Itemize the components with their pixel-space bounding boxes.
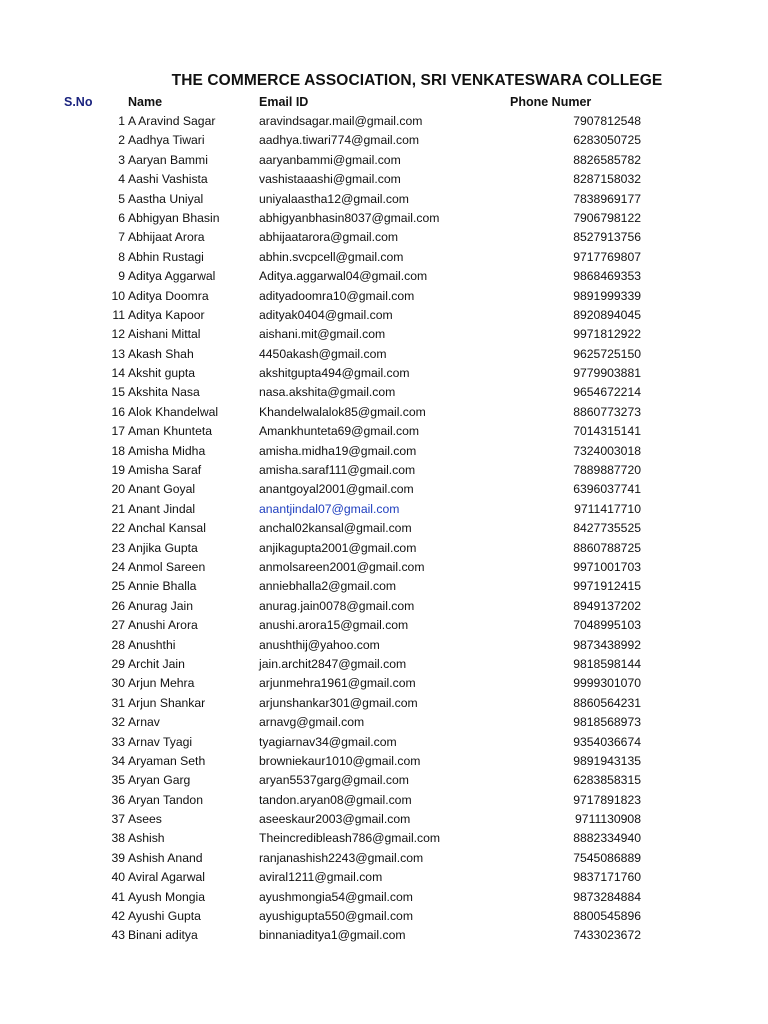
table-row xyxy=(0,849,768,868)
row-number: 34 xyxy=(111,753,125,768)
row-number: 9 xyxy=(118,269,125,284)
member-email: browniekaur1010@gmail.com xyxy=(259,753,421,768)
member-email: tyagiarnav34@gmail.com xyxy=(259,734,397,749)
row-number: 22 xyxy=(111,521,125,536)
member-phone: 8860788725 xyxy=(573,540,641,555)
member-email: amisha.saraf111@gmail.com xyxy=(259,463,416,478)
row-number: 2 xyxy=(118,133,125,148)
row-number: 27 xyxy=(111,618,125,633)
table-row xyxy=(0,907,768,926)
member-email: vashistaaashi@gmail.com xyxy=(259,172,401,187)
member-phone: 8882334940 xyxy=(573,831,641,846)
member-email: Amankhunteta69@gmail.com xyxy=(259,424,420,439)
table-row xyxy=(0,422,768,441)
member-phone: 8287158032 xyxy=(573,172,641,187)
row-number: 19 xyxy=(111,463,125,478)
member-phone: 9818568973 xyxy=(573,715,641,730)
row-number: 11 xyxy=(112,307,125,322)
member-name: Binani aditya xyxy=(128,928,198,943)
member-name: Amisha Midha xyxy=(128,443,206,458)
member-name: Anurag Jain xyxy=(128,598,194,613)
member-name: Ayush Mongia xyxy=(128,889,206,904)
table-row xyxy=(0,228,768,247)
row-number: 33 xyxy=(111,734,125,749)
row-number: 26 xyxy=(111,598,125,613)
member-phone: 9868469353 xyxy=(573,269,641,284)
row-number: 17 xyxy=(111,424,125,439)
table-row xyxy=(0,888,768,907)
member-phone: 8800545896 xyxy=(573,909,641,924)
member-email: Aditya.aggarwal04@gmail.com xyxy=(259,269,428,284)
member-email: ranjanashish2243@gmail.com xyxy=(259,850,424,865)
table-row xyxy=(0,733,768,752)
column-header-phone: Phone Numer xyxy=(510,95,592,109)
table-row xyxy=(0,170,768,189)
row-number: 8 xyxy=(118,249,125,264)
table-row xyxy=(0,752,768,771)
document-title: THE COMMERCE ASSOCIATION, SRI VENKATESWARA COLLEGE xyxy=(171,72,663,89)
member-email: anurag.jain0078@gmail.com xyxy=(259,598,415,613)
member-email: ayushmongia54@gmail.com xyxy=(259,889,413,904)
member-name: Akshita Nasa xyxy=(128,385,200,400)
column-header-name: Name xyxy=(128,95,163,109)
table-row xyxy=(0,694,768,713)
member-phone: 9971912415 xyxy=(573,579,641,594)
member-name: A Aravind Sagar xyxy=(128,114,216,128)
member-phone: 7014315141 xyxy=(573,424,641,439)
row-number: 13 xyxy=(111,346,125,361)
member-name: Aaryan Bammi xyxy=(128,152,208,167)
member-phone: 9873284884 xyxy=(573,889,641,904)
member-email: aryan5537garg@gmail.com xyxy=(259,773,409,788)
member-phone: 6283858315 xyxy=(573,773,641,788)
member-email: akshitgupta494@gmail.com xyxy=(259,366,410,381)
row-number: 20 xyxy=(111,482,125,497)
row-number: 31 xyxy=(111,695,125,710)
member-name: Anchal Kansal xyxy=(128,521,206,536)
row-number: 42 xyxy=(111,909,125,924)
member-email: abhigyanbhasin8037@gmail.com xyxy=(259,210,440,225)
table-row xyxy=(0,461,768,480)
row-number: 4 xyxy=(118,172,125,187)
member-phone: 7838969177 xyxy=(573,191,641,206)
row-number: 21 xyxy=(111,501,125,516)
table-row xyxy=(0,926,768,945)
table-row xyxy=(0,558,768,577)
table-row xyxy=(0,306,768,325)
member-phone: 8860564231 xyxy=(573,695,641,710)
member-name: Arjun Shankar xyxy=(128,695,206,710)
member-email: arjunshankar301@gmail.com xyxy=(259,695,418,710)
member-email: ayushigupta550@gmail.com xyxy=(259,909,413,924)
member-name: Anushi Arora xyxy=(128,618,198,633)
member-email: arjunmehra1961@gmail.com xyxy=(259,676,416,691)
row-number: 39 xyxy=(111,850,125,865)
member-email: aaryanbammi@gmail.com xyxy=(259,152,401,167)
row-number: 3 xyxy=(118,152,125,167)
member-name: Abhijaat Arora xyxy=(128,230,205,245)
member-name: Arnav Tyagi xyxy=(128,734,193,749)
row-number: 24 xyxy=(111,559,125,574)
column-header-sno: S.No xyxy=(64,95,93,109)
member-name: Aryaman Seth xyxy=(128,753,206,768)
member-phone: 9837171760 xyxy=(573,870,641,885)
member-phone: 8826585782 xyxy=(573,152,641,167)
member-email: anushthij@yahoo.com xyxy=(259,637,380,652)
member-name: Ashish Anand xyxy=(128,850,203,865)
member-name: Aastha Uniyal xyxy=(128,191,204,206)
member-email: anushi.arora15@gmail.com xyxy=(259,618,409,633)
member-email: Khandelwalalok85@gmail.com xyxy=(259,404,426,419)
member-email: anantgoyal2001@gmail.com xyxy=(259,482,414,497)
member-phone: 6283050725 xyxy=(573,133,641,148)
member-name: Aryan Tandon xyxy=(128,792,203,807)
table-row xyxy=(0,403,768,422)
member-name: Akshit gupta xyxy=(128,366,196,381)
table-row xyxy=(0,190,768,209)
member-name: Ayushi Gupta xyxy=(128,909,201,924)
member-email: tandon.aryan08@gmail.com xyxy=(259,792,412,807)
table-row xyxy=(0,345,768,364)
row-number: 23 xyxy=(111,540,125,555)
member-email: uniyalaastha12@gmail.com xyxy=(259,191,409,206)
member-email: aadhya.tiwari774@gmail.com xyxy=(259,133,420,148)
table-row xyxy=(0,151,768,170)
member-phone: 9654672214 xyxy=(573,385,641,400)
member-name: Aryan Garg xyxy=(128,773,191,788)
member-email: aravindsagar.mail@gmail.com xyxy=(259,114,423,128)
member-email: binnaniaditya1@gmail.com xyxy=(259,928,406,943)
member-phone: 7907812548 xyxy=(573,114,641,128)
row-number: 40 xyxy=(111,870,125,885)
member-name: Arjun Mehra xyxy=(128,676,195,691)
table-row xyxy=(0,771,768,790)
member-name: Archit Jain xyxy=(128,656,185,671)
member-name: Annie Bhalla xyxy=(128,579,197,594)
member-phone: 9891943135 xyxy=(573,753,641,768)
table-row xyxy=(0,442,768,461)
column-header-email: Email ID xyxy=(259,95,309,109)
member-name: Aman Khunteta xyxy=(128,424,213,439)
table-row xyxy=(0,383,768,402)
table-row xyxy=(0,868,768,887)
member-email: nasa.akshita@gmail.com xyxy=(259,385,396,400)
table-row xyxy=(0,674,768,693)
member-email: anniebhalla2@gmail.com xyxy=(259,579,397,594)
row-number: 16 xyxy=(111,404,125,419)
table-row xyxy=(0,810,768,829)
table-row xyxy=(0,636,768,655)
table-row xyxy=(0,539,768,558)
member-phone: 9971001703 xyxy=(573,559,641,574)
member-phone: 6396037741 xyxy=(573,482,641,497)
member-name: Aditya Kapoor xyxy=(128,307,205,322)
table-row xyxy=(0,519,768,538)
member-name: Abhin Rustagi xyxy=(128,249,204,264)
table-row xyxy=(0,500,768,519)
member-name: Aashi Vashista xyxy=(128,172,208,187)
member-phone: 9999301070 xyxy=(573,676,641,691)
member-name: Ashish xyxy=(128,831,165,846)
member-email: Theincredibleash786@gmail.com xyxy=(259,831,441,846)
row-number: 10 xyxy=(111,288,125,303)
row-number: 43 xyxy=(111,928,125,943)
member-phone: 9873438992 xyxy=(573,637,641,652)
member-email: aseeskaur2003@gmail.com xyxy=(259,812,411,827)
table-row xyxy=(0,480,768,499)
table-row xyxy=(0,209,768,228)
member-phone: 9971812922 xyxy=(573,327,641,342)
member-phone: 7048995103 xyxy=(573,618,641,633)
member-name: Aditya Doomra xyxy=(128,288,209,303)
member-phone: 7324003018 xyxy=(573,443,641,458)
member-email: adityak0404@gmail.com xyxy=(259,307,393,322)
table-row xyxy=(0,577,768,596)
member-phone: 9625725150 xyxy=(573,346,641,361)
row-number: 35 xyxy=(111,773,125,788)
table-row xyxy=(0,248,768,267)
member-phone: 9818598144 xyxy=(573,656,641,671)
member-email: adityadoomra10@gmail.com xyxy=(259,288,415,303)
member-email: anjikagupta2001@gmail.com xyxy=(259,540,417,555)
table-row xyxy=(0,287,768,306)
row-number: 15 xyxy=(111,385,125,400)
member-phone: 8949137202 xyxy=(573,598,641,613)
member-email: aishani.mit@gmail.com xyxy=(259,327,386,342)
row-number: 5 xyxy=(118,191,125,206)
table-row xyxy=(0,325,768,344)
table-row xyxy=(0,267,768,286)
row-number: 28 xyxy=(111,637,125,652)
member-name: Aditya Aggarwal xyxy=(128,269,216,284)
member-email: anchal02kansal@gmail.com xyxy=(259,521,412,536)
member-name: Anjika Gupta xyxy=(128,540,198,555)
row-number: 38 xyxy=(111,831,125,846)
table-row xyxy=(0,713,768,732)
row-number: 36 xyxy=(111,792,125,807)
table-row xyxy=(0,112,768,131)
table-row xyxy=(0,829,768,848)
table-row xyxy=(0,597,768,616)
row-number: 29 xyxy=(111,656,125,671)
member-phone: 8860773273 xyxy=(573,404,641,419)
row-number: 25 xyxy=(111,579,125,594)
member-phone: 8527913756 xyxy=(573,230,641,245)
member-name: Anant Jindal xyxy=(128,501,196,516)
member-email: abhin.svcpcell@gmail.com xyxy=(259,249,404,264)
table-row xyxy=(0,616,768,635)
member-name: Aadhya Tiwari xyxy=(128,133,205,148)
row-number: 30 xyxy=(111,676,125,691)
member-phone: 9711130908 xyxy=(575,812,641,827)
member-name: Abhigyan Bhasin xyxy=(128,210,220,225)
row-number: 41 xyxy=(111,889,125,904)
member-phone: 9891999339 xyxy=(573,288,641,303)
member-name: Asees xyxy=(128,812,162,827)
member-name: Aishani Mittal xyxy=(128,327,201,342)
row-number: 37 xyxy=(111,812,125,827)
member-email: jain.archit2847@gmail.com xyxy=(259,656,407,671)
member-name: Alok Khandelwal xyxy=(128,404,219,419)
member-phone: 9354036674 xyxy=(573,734,641,749)
row-number: 12 xyxy=(111,327,125,342)
member-name: Anushthi xyxy=(128,637,176,652)
table-row xyxy=(0,131,768,150)
table-row xyxy=(0,791,768,810)
member-name: Aviral Agarwal xyxy=(128,870,205,885)
member-phone: 7545086889 xyxy=(573,850,641,865)
member-phone: 7433023672 xyxy=(573,928,641,943)
member-phone: 8427735525 xyxy=(573,521,641,536)
row-number: 14 xyxy=(111,366,125,381)
member-email: arnavg@gmail.com xyxy=(259,715,365,730)
member-email: abhijaatarora@gmail.com xyxy=(259,230,399,245)
member-phone: 7906798122 xyxy=(573,210,641,225)
member-phone: 9711417710 xyxy=(574,501,641,516)
member-email: amisha.midha19@gmail.com xyxy=(259,443,417,458)
member-phone: 9717769807 xyxy=(573,249,641,264)
member-phone: 8920894045 xyxy=(573,307,641,322)
row-number: 1 xyxy=(118,114,125,128)
member-email[interactable]: anantjindal07@gmail.com xyxy=(259,501,400,516)
member-name: Anmol Sareen xyxy=(128,559,206,574)
row-number: 6 xyxy=(118,210,125,225)
member-email: 4450akash@gmail.com xyxy=(259,346,387,361)
member-name: Arnav xyxy=(128,715,160,730)
row-number: 32 xyxy=(111,715,125,730)
member-phone: 9717891823 xyxy=(573,792,641,807)
member-name: Akash Shah xyxy=(128,346,194,361)
member-phone: 9779903881 xyxy=(573,366,641,381)
member-email: aviral1211@gmail.com xyxy=(259,870,383,885)
row-number: 18 xyxy=(111,443,125,458)
table-row xyxy=(0,655,768,674)
member-name: Amisha Saraf xyxy=(128,463,202,478)
member-table xyxy=(0,112,768,946)
member-phone: 7889887720 xyxy=(573,463,641,478)
table-row xyxy=(0,364,768,383)
member-name: Anant Goyal xyxy=(128,482,196,497)
row-number: 7 xyxy=(118,230,125,245)
member-email: anmolsareen2001@gmail.com xyxy=(259,559,425,574)
